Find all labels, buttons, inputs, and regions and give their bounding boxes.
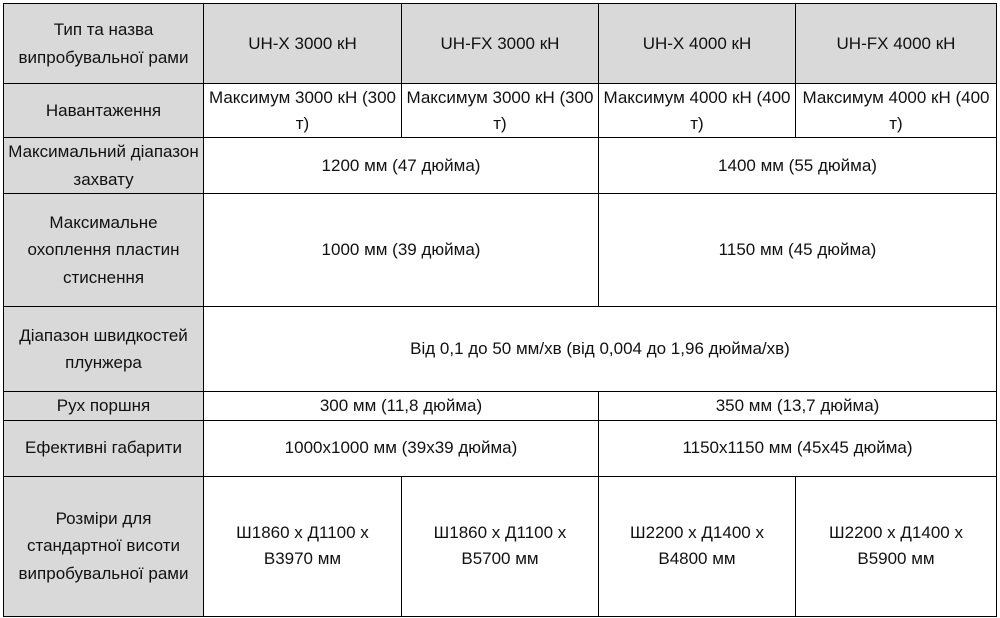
row-label-cell: Навантаження <box>4 84 204 138</box>
table-row <box>4 476 997 616</box>
table-row <box>4 420 997 476</box>
table-cell: 1400 мм (55 дюйма) <box>599 138 997 194</box>
table-cell: Ш1860 x Д1100 x В3970 мм <box>204 476 402 616</box>
row-label-cell: Максимальний діапазон захвату <box>4 138 204 194</box>
table-cell: Ш2200 x Д1400 x В4800 мм <box>599 476 796 616</box>
column-header-cell: UH-X 4000 кН <box>599 4 796 84</box>
column-header-cell: UH-FX 4000 кН <box>796 4 997 84</box>
row-label-cell: Максимальне охоплення пластин стиснення <box>4 194 204 307</box>
table-cell: Максимум 3000 кН (300 т) <box>204 84 402 138</box>
table-cell: 1150x1150 мм (45x45 дюйма) <box>599 420 997 476</box>
table-cell: 1000x1000 мм (39x39 дюйма) <box>204 420 599 476</box>
table-cell: 1200 мм (47 дюйма) <box>204 138 599 194</box>
table-cell: Від 0,1 до 50 мм/хв (від 0,004 до 1,96 дюйма/хв) <box>204 307 997 392</box>
table-cell: 1150 мм (45 дюйма) <box>599 194 997 307</box>
header-row <box>4 4 997 84</box>
specifications-table <box>3 3 997 617</box>
table-cell: 350 мм (13,7 дюйма) <box>599 392 997 421</box>
table-row <box>4 392 997 421</box>
table-cell: 300 мм (11,8 дюйма) <box>204 392 599 421</box>
table-cell: 1000 мм (39 дюйма) <box>204 194 599 307</box>
row-label-cell: Розміри для стандартної висоти випробувальної рами <box>4 476 204 616</box>
row-label-cell: Діапазон швидкостей плунжера <box>4 307 204 392</box>
table-row <box>4 84 997 138</box>
table-cell: Ш2200 x Д1400 x В5900 мм <box>796 476 997 616</box>
table-cell: Максимум 4000 кН (400 т) <box>599 84 796 138</box>
table-cell: Максимум 4000 кН (400 т) <box>796 84 997 138</box>
table-row <box>4 307 997 392</box>
column-header-cell: UH-FX 3000 кН <box>402 4 599 84</box>
table-row <box>4 138 997 194</box>
table-cell: Ш1860 x Д1100 x В5700 мм <box>402 476 599 616</box>
row-label-cell: Ефективні габарити <box>4 420 204 476</box>
table-cell: Максимум 3000 кН (300 т) <box>402 84 599 138</box>
header-label-cell: Тип та назва випробувальної рами <box>4 4 204 84</box>
table-row <box>4 194 997 307</box>
column-header-cell: UH-X 3000 кН <box>204 4 402 84</box>
row-label-cell: Рух поршня <box>4 392 204 421</box>
